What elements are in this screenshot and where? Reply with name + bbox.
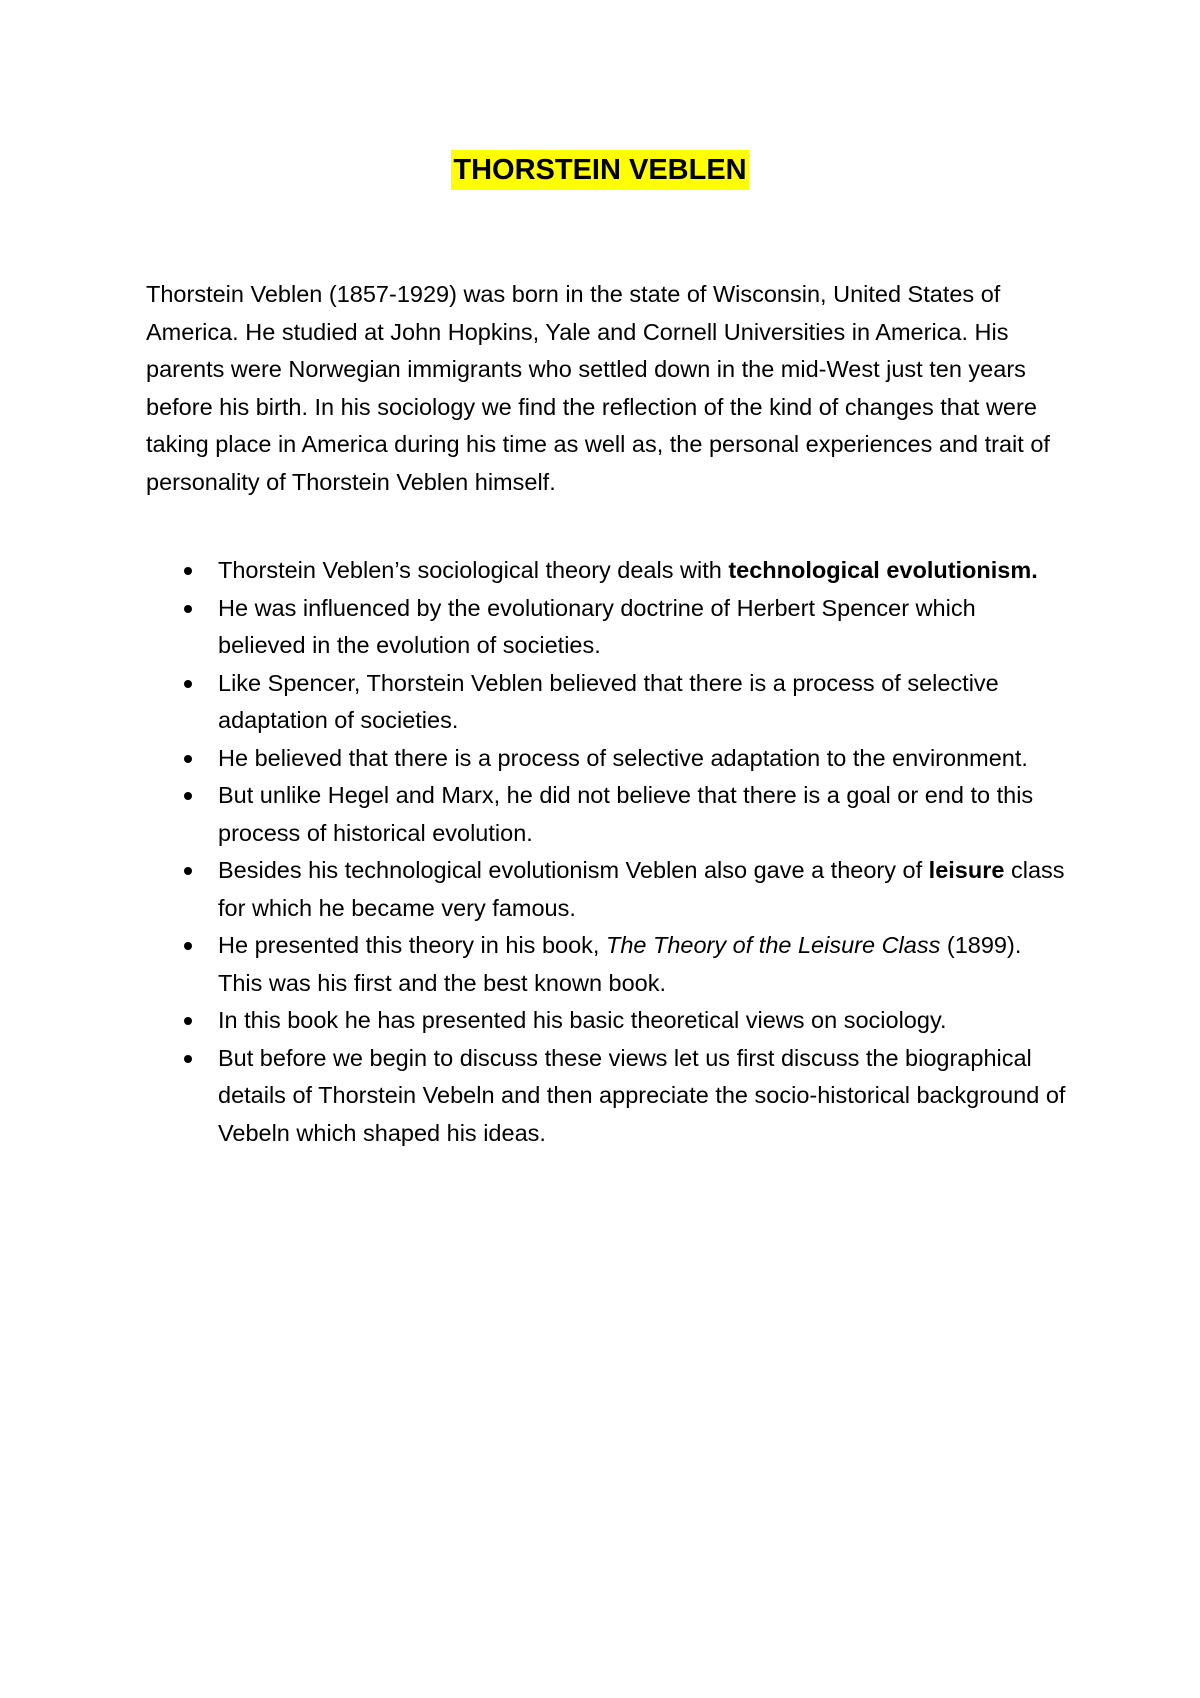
book-title: The Theory of the Leisure Class [605, 932, 941, 958]
bullet-list [146, 552, 1066, 1152]
bullet-icon [184, 792, 192, 800]
list-item [146, 590, 1066, 665]
list-item-text: He believed that there is a process of selective adaptation to the environment. [218, 744, 1028, 771]
list-item [146, 552, 1066, 590]
list-item [146, 927, 1066, 1002]
list-item [146, 1040, 1066, 1153]
list-item-text: He presented this theory in his book, [218, 932, 606, 958]
list-item [146, 740, 1066, 778]
list-item-bold-text: leisure [928, 857, 1005, 883]
bullet-icon [184, 942, 192, 950]
list-item-text: Besides his technological evolutionism Veblen also gave a theory of [218, 857, 929, 883]
list-item [146, 852, 1066, 927]
list-item-bold-text: technological evolutionism. [728, 557, 1038, 583]
bullet-icon [184, 1017, 192, 1025]
list-item [146, 1002, 1066, 1040]
title-wrapper [0, 150, 1200, 190]
list-item-text: class for which he became very famous. [218, 857, 1065, 921]
bullet-icon [184, 605, 192, 613]
list-item [146, 665, 1066, 740]
list-item-text: He was influenced by the evolutionary doctrine of Herbert Spencer which believed in the evolution of societies. [218, 594, 976, 658]
document-title: THORSTEIN VEBLEN [451, 150, 748, 190]
intro-paragraph: Thorstein Veblen (1857-1929) was born in the state of Wisconsin, United States of America. He studied at John Hopkins, Yale and Cornell Universities in America. His parents were Norwegian immigrants who settled down in the mid-West just ten years before his birth. In his sociology we find the reflection of the kind of changes that were taking place in America during his time as well as, the personal experiences and trait of personality of Thorstein Veblen himself. [146, 281, 1050, 495]
list-item-text: Thorstein Veblen’s sociological theory deals with [218, 557, 729, 583]
list-item-text: Like Spencer, Thorstein Veblen believed that there is a process of selective adaptation of societies. [218, 669, 999, 733]
bullet-icon [184, 755, 192, 763]
list-item-text: In this book he has presented his basic theoretical views on sociology. [218, 1007, 947, 1033]
bullet-icon [184, 1055, 192, 1063]
list-item-text: (1899). This was his first and the best known book. [218, 932, 1022, 996]
bullet-icon [184, 567, 192, 575]
bullet-icon [184, 680, 192, 688]
list-item-text: But unlike Hegel and Marx, he did not believe that there is a goal or end to this process of historical evolution. [218, 782, 1034, 846]
list-item-text: But before we begin to discuss these views let us first discuss the biographical details of Thorstein Vebeln and then appreciate the socio-historical background of Vebeln which shaped his ideas. [218, 1044, 1066, 1146]
list-item [146, 777, 1066, 852]
bullet-icon [184, 867, 192, 875]
